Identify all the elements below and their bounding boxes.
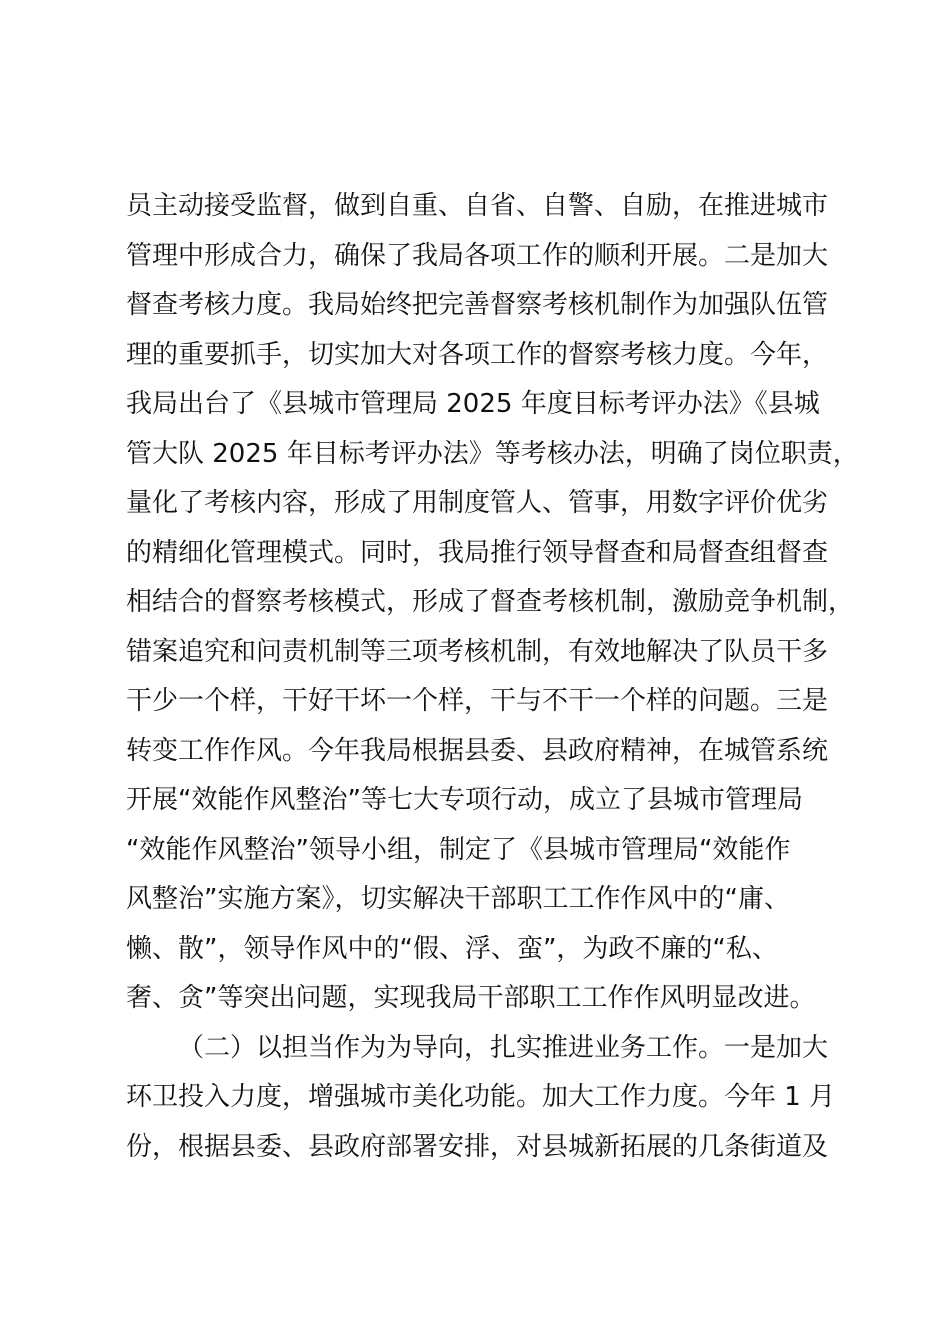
text-line: 员主动接受监督，做到自重、自省、自警、自励，在推进城市	[126, 191, 829, 221]
text-line: 量化了考核内容，形成了用制度管人、管事，用数字评价优劣	[126, 488, 829, 518]
text-line: 错案追究和问责机制等三项考核机制，有效地解决了队员干多	[126, 636, 829, 667]
text-line: 管理中形成合力，确保了我局各项工作的顺利开展。二是加大	[126, 240, 829, 271]
text-line: 开展“效能作风整治”等七大专项行动，成立了县城市管理局	[126, 785, 803, 815]
text-line: 奢、贪”等突出问题，实现我局干部职工工作作风明显改进。	[126, 983, 816, 1013]
text-line: 督查考核力度。我局始终把完善督察考核机制作为加强队伍管	[126, 290, 829, 320]
text-line: 干少一个样，干好干坏一个样，干与不干一个样的问题。三是	[126, 686, 829, 716]
text-line: 相结合的督察考核模式，形成了督查考核机制，激励竞争机制，	[126, 587, 855, 617]
text-line: 懒、散”，领导作风中的“假、浮、蛮”，为政不廉的“私、	[126, 933, 778, 964]
text-line: 我局出台了《县城市管理局 2025 年度目标考评办法》《县城	[126, 389, 820, 419]
text-line: 风整治”实施方案》，切实解决干部职工工作作风中的“庸、	[126, 884, 790, 914]
text-line: 的精细化管理模式。同时，我局推行领导督查和局督查组督查	[126, 537, 829, 568]
text-line: 份，根据县委、县政府部署安排，对县城新拓展的几条街道及	[126, 1131, 829, 1162]
text-line: 理的重要抓手，切实加大对各项工作的督察考核力度。今年，	[126, 339, 829, 370]
text-line: “效能作风整治”领导小组，制定了《县城市管理局“效能作	[126, 834, 791, 865]
body-text	[126, 182, 859, 1172]
text-line: 管大队 2025 年目标考评办法》等考核办法，明确了岗位职责，	[126, 438, 859, 469]
text-line: 转变工作作风。今年我局根据县委、县政府精神，在城管系统	[126, 735, 829, 766]
text-line: 环卫投入力度，增强城市美化功能。加大工作力度。今年 1 月	[126, 1082, 836, 1112]
section-heading-line: （二）以担当作为为导向，扎实推进业务工作。一是加大	[178, 1032, 829, 1063]
